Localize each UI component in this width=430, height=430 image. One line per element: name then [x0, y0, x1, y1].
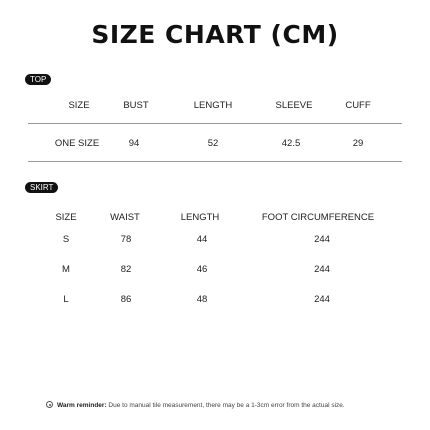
skirt-row-s-length: 44: [196, 234, 208, 245]
top-badge: TOP: [25, 74, 51, 85]
skirt-row-l-waist: 86: [120, 294, 132, 305]
top-header-length: LENGTH: [193, 100, 233, 111]
skirt-row-m-foot: 244: [314, 264, 330, 275]
skirt-header-length: LENGTH: [180, 212, 220, 223]
top-header-bust: BUST: [123, 100, 149, 111]
warm-reminder-text: Due to manual tile measurement, there may be a 1-3cm error from the actual size.: [108, 402, 345, 409]
top-header-divider: [28, 123, 402, 124]
skirt-row-s-foot: 244: [314, 234, 330, 245]
top-cell-cuff: 29: [352, 138, 364, 149]
skirt-row-s-waist: 78: [120, 234, 132, 245]
top-header-cuff: CUFF: [345, 100, 371, 111]
top-cell-sleeve: 42.5: [281, 138, 301, 149]
top-cell-size: ONE SIZE: [54, 138, 100, 149]
skirt-row-l-size: L: [63, 294, 69, 305]
skirt-badge: SKIRT: [25, 182, 58, 193]
top-header-size: SIZE: [68, 100, 90, 111]
skirt-header-size: SIZE: [55, 212, 77, 223]
skirt-header-waist: WAIST: [110, 212, 140, 223]
warm-reminder-label: Warm reminder:: [57, 402, 107, 409]
bullet-icon: [46, 401, 53, 408]
skirt-row-m-length: 46: [196, 264, 208, 275]
skirt-row-m-waist: 82: [120, 264, 132, 275]
page-title: SIZE CHART (CM): [91, 20, 339, 49]
top-cell-bust: 94: [128, 138, 140, 149]
skirt-row-s-size: S: [62, 234, 70, 245]
top-bottom-divider: [28, 161, 402, 162]
skirt-row-m-size: M: [62, 264, 70, 275]
skirt-row-l-foot: 244: [314, 294, 330, 305]
skirt-header-foot-circumference: FOOT CIRCUMFERENCE: [261, 212, 375, 223]
top-cell-length: 52: [207, 138, 219, 149]
warm-reminder-note: [46, 400, 345, 409]
top-header-sleeve: SLEEVE: [275, 100, 313, 111]
skirt-row-l-length: 48: [196, 294, 208, 305]
